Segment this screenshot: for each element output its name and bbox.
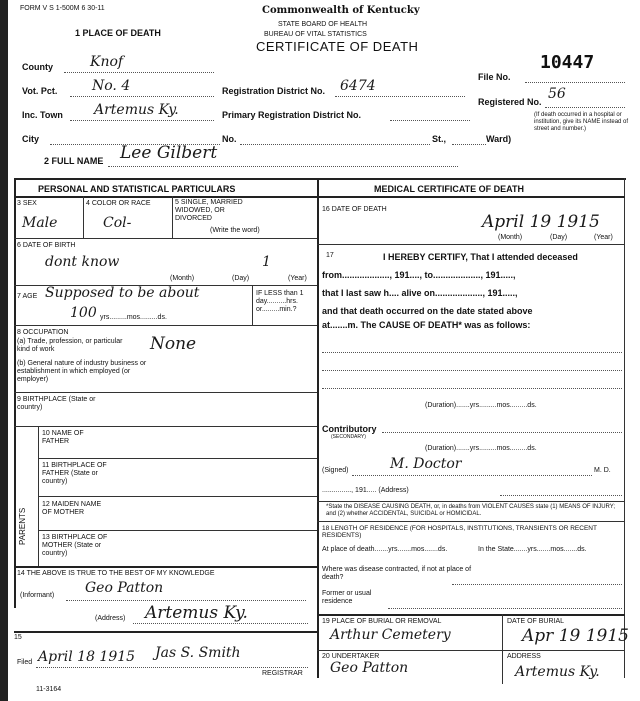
death-year: (Year) xyxy=(594,234,613,241)
birth-value: dont know xyxy=(45,254,120,270)
marital-label: 5 SINGLE, MARRIED WIDOWED, OR DIVORCED xyxy=(175,199,243,222)
occupation-a: (a) Trade, profession, or particular kind of work xyxy=(17,338,123,353)
in-state-line: In the State.......yrs.......mos.......ds. xyxy=(478,546,587,553)
burial-date-label: DATE OF BURIAL xyxy=(507,618,565,625)
parents-label: PARENTS xyxy=(18,507,27,545)
occurred-line: and that death occurred on the date stated above xyxy=(322,306,533,316)
certificate-number: 10447 xyxy=(540,52,595,73)
filed-label: Filed xyxy=(17,659,33,666)
registration-district-label: Registration District No. xyxy=(222,86,326,96)
certify-text: I HEREBY CERTIFY, That I attended deceased xyxy=(383,252,578,262)
undertaker-address-value: Artemus Ky. xyxy=(515,664,600,680)
inc-town-value: Artemus Ky. xyxy=(94,102,179,118)
bureau: BUREAU OF VITAL STATISTICS xyxy=(264,31,367,38)
mother-birthplace-label: 13 BIRTHPLACE OF MOTHER (State or country) xyxy=(42,534,108,557)
occupation-label: 8 OCCUPATION xyxy=(17,329,69,336)
undertaker-label: 20 UNDERTAKER xyxy=(322,653,380,660)
num-17: 17 xyxy=(326,252,334,259)
file-no-label: File No. xyxy=(478,72,511,82)
father-birthplace-label: 11 BIRTHPLACE OF FATHER (State or country) xyxy=(42,462,107,485)
hospital-note: (If death occurred in a hospital or institution, give its NAME instead of street and number.) xyxy=(534,112,629,132)
md-label: M. D. xyxy=(594,467,611,474)
age-years: 100 xyxy=(70,305,97,321)
mother-name-label: 12 MAIDEN NAME OF MOTHER xyxy=(42,501,102,516)
vot-pct-value: No. 4 xyxy=(92,78,131,94)
registered-no-value: 56 xyxy=(548,86,566,102)
st-label: St., xyxy=(432,134,447,144)
birth-year: (Year) xyxy=(288,275,307,282)
where-contracted: Where was disease contracted, if not at place of death? xyxy=(322,566,472,581)
duration-1: (Duration).......yrs.........mos.........ds. xyxy=(425,402,537,409)
birth-label: 6 DATE OF BIRTH xyxy=(17,242,76,249)
former-residence: Former or usual residence xyxy=(322,590,372,605)
medical-section-title: MEDICAL CERTIFICATE OF DEATH xyxy=(374,184,524,194)
last-saw-line: that I last saw h.... alive on..................., 191....., xyxy=(322,288,518,298)
at-line: at.......m. The CAUSE OF DEATH* was as follows: xyxy=(322,320,531,330)
death-day: (Day) xyxy=(550,234,568,241)
num-15: 15 xyxy=(14,634,22,641)
at-place-line: At place of death.......yrs.......mos.......ds. xyxy=(322,546,448,553)
inc-town-label: Inc. Town xyxy=(22,110,63,120)
signed-value: M. Doctor xyxy=(390,456,462,472)
sex-value: Male xyxy=(22,215,58,231)
birth-year-value: 1 xyxy=(262,254,271,270)
no-label: No. xyxy=(222,134,237,144)
personal-section-title: PERSONAL AND STATISTICAL PARTICULARS xyxy=(38,184,236,194)
true-label: 14 THE ABOVE IS TRUE TO THE BEST OF MY KNOWLEDGE xyxy=(17,570,215,577)
place-of-death-heading: 1 PLACE OF DEATH xyxy=(75,28,161,38)
color-label: 4 COLOR OR RACE xyxy=(86,200,151,207)
signed-label: (Signed) xyxy=(322,467,349,474)
marital-note: (Write the word) xyxy=(210,227,260,234)
full-name-value: Lee Gilbert xyxy=(120,143,218,163)
address-value: Artemus Ky. xyxy=(145,603,248,623)
father-name-label: 10 NAME OF FATHER xyxy=(42,430,84,445)
informant-label: (Informant) xyxy=(20,592,55,599)
registrar-label: REGISTRAR xyxy=(262,670,303,677)
undertaker-value: Geo Patton xyxy=(330,660,409,676)
undertaker-address-label: ADDRESS xyxy=(507,653,541,660)
burial-value: Arthur Cemetery xyxy=(330,627,451,643)
ward-label: Ward) xyxy=(486,134,512,144)
color-value: Col- xyxy=(103,215,132,231)
duration-2: (Duration).......yrs.........mos.........ds. xyxy=(425,445,537,452)
filed-value: April 18 1915 xyxy=(38,649,136,665)
birth-month: (Month) xyxy=(170,275,195,282)
less-than-day: IF LESS than 1 day..........hrs. or.........min.? xyxy=(256,290,304,313)
state-board: STATE BOARD OF HEALTH xyxy=(278,21,368,28)
scan-edge xyxy=(0,0,8,701)
occupation-b: (b) General nature of industry business or establishment in which employed (or employer) xyxy=(17,360,147,383)
address-label: (Address) xyxy=(95,615,126,622)
birthplace-label: 9 BIRTHPLACE (State or country) xyxy=(17,396,96,411)
age-units: yrs.........mos.........ds. xyxy=(100,314,167,321)
page-title: CERTIFICATE OF DEATH xyxy=(256,39,419,54)
age-label: 7 AGE xyxy=(17,293,38,300)
cause-footnote: *State the DISEASE CAUSING DEATH, or, in deaths from VIOLENT CAUSES state (1) MEANS OF INJURY; and (2) whether ACCIDENTAL, SUICIDAL or HOMICIDAL. xyxy=(326,504,616,517)
full-name-label: 2 FULL NAME xyxy=(44,156,104,166)
date-of-death-label: 16 DATE OF DEATH xyxy=(322,206,387,213)
burial-label: 19 PLACE OF BURIAL OR REMOVAL xyxy=(322,618,442,625)
footer-code: 11-3164 xyxy=(36,686,62,693)
date-address-line: ..............., 191..... (Address) xyxy=(322,487,409,494)
commonwealth-title: Commonwealth of Kentucky xyxy=(262,5,420,16)
birth-day: (Day) xyxy=(232,275,250,282)
residence-label: 18 LENGTH OF RESIDENCE (FOR HOSPITALS, INSTITUTIONS, TRANSIENTS OR RECENT RESIDENTS) xyxy=(322,525,597,539)
registered-no-label: Registered No. xyxy=(478,97,542,107)
vot-pct-label: Vot. Pct. xyxy=(22,86,58,96)
form-number: FORM V S 1-500M 6 30-11 xyxy=(20,5,105,12)
sex-label: 3 SEX xyxy=(17,200,37,207)
city-label: City xyxy=(22,134,40,144)
date-of-death-value: April 19 1915 xyxy=(482,212,600,232)
secondary-label: (SECONDARY) xyxy=(331,434,366,440)
registration-district-value: 6474 xyxy=(340,78,376,94)
contributory-label: Contributory xyxy=(322,424,377,434)
occupation-value: None xyxy=(150,334,197,354)
burial-date-value: Apr 19 1915 xyxy=(522,626,629,646)
age-value: Supposed to be about xyxy=(45,285,200,301)
death-month: (Month) xyxy=(498,234,523,241)
county-value: Knof xyxy=(90,54,124,70)
primary-registration-label: Primary Registration District No. xyxy=(222,110,362,120)
county-label: County xyxy=(22,62,53,72)
informant-value: Geo Patton xyxy=(85,580,164,596)
registrar-value: Jas S. Smith xyxy=(155,645,241,661)
from-line: from..................., 191...., to..................., 191....., xyxy=(322,270,516,280)
